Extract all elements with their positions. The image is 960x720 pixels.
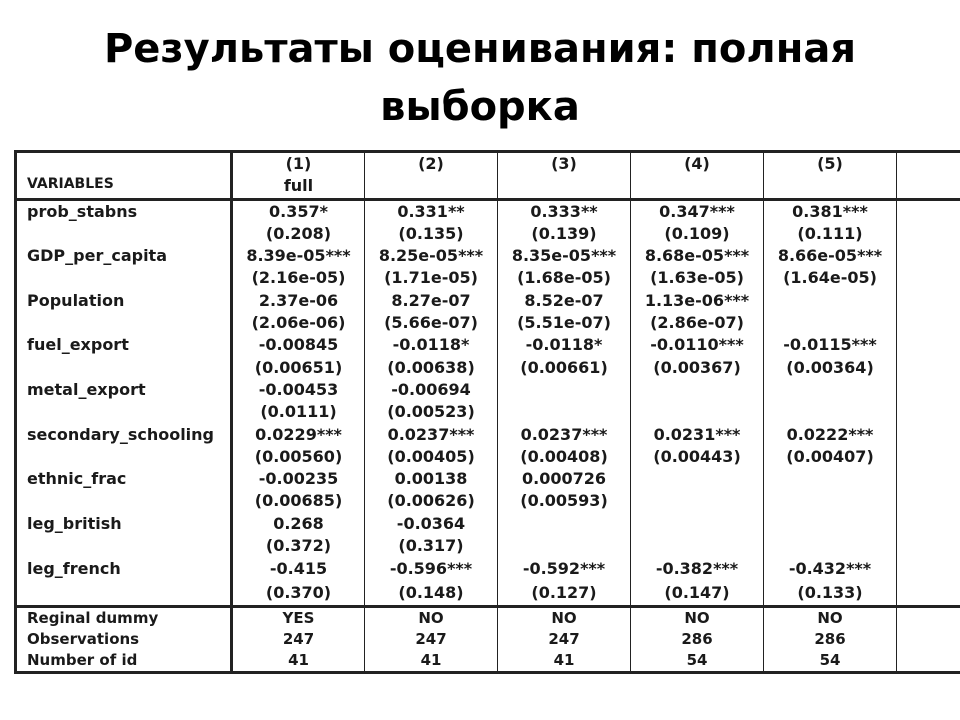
column-number: (5) bbox=[817, 154, 843, 173]
coefficient-row bbox=[16, 513, 960, 535]
coefficient-cell bbox=[764, 379, 897, 401]
coefficient-row bbox=[16, 245, 960, 267]
coefficient-cell: 0.000726 bbox=[498, 468, 631, 490]
standard-error-cell: (0.00651) bbox=[232, 357, 365, 379]
header-column-1 bbox=[232, 152, 365, 200]
slide-title: Результаты оценивания: полная выборка bbox=[103, 26, 857, 130]
variable-name: prob_stabns bbox=[16, 199, 232, 223]
standard-error-cell bbox=[498, 401, 631, 423]
standard-error-cell: (2.86e-07) bbox=[631, 312, 764, 334]
coefficient-cell: -0.0118* bbox=[498, 334, 631, 356]
extra-column-cell bbox=[897, 446, 960, 468]
standard-error-cell bbox=[631, 490, 764, 512]
standard-error-cell: (0.00443) bbox=[631, 446, 764, 468]
variable-name: GDP_per_capita bbox=[16, 245, 232, 267]
summary-value: YES bbox=[232, 607, 365, 630]
summary-row bbox=[16, 629, 960, 650]
coefficient-cell: -0.00694 bbox=[365, 379, 498, 401]
coefficient-cell: 0.0222*** bbox=[764, 424, 897, 446]
coefficient-cell: -0.0364 bbox=[365, 513, 498, 535]
summary-value: NO bbox=[764, 607, 897, 630]
coefficient-cell bbox=[764, 468, 897, 490]
standard-error-cell bbox=[764, 401, 897, 423]
coefficient-cell: -0.382*** bbox=[631, 557, 764, 581]
summary-row bbox=[16, 650, 960, 673]
standard-error-cell bbox=[631, 535, 764, 557]
standard-error-cell: (0.133) bbox=[764, 581, 897, 607]
coefficient-cell: -0.0118* bbox=[365, 334, 498, 356]
standard-error-cell: (0.00593) bbox=[498, 490, 631, 512]
variable-name: fuel_export bbox=[16, 334, 232, 356]
variable-name-spacer bbox=[16, 357, 232, 379]
summary-value: 247 bbox=[498, 629, 631, 650]
column-number: (3) bbox=[551, 154, 577, 173]
coefficient-cell bbox=[498, 513, 631, 535]
coefficient-cell: 0.347*** bbox=[631, 199, 764, 223]
standard-error-cell: (5.51e-07) bbox=[498, 312, 631, 334]
column-number: (4) bbox=[684, 154, 710, 173]
summary-label: Number of id bbox=[16, 650, 232, 673]
standard-error-cell: (0.370) bbox=[232, 581, 365, 607]
header-column-3 bbox=[498, 152, 631, 200]
standard-error-cell: (0.00408) bbox=[498, 446, 631, 468]
coefficient-cell: -0.0110*** bbox=[631, 334, 764, 356]
regression-table bbox=[14, 150, 960, 674]
coefficient-row bbox=[16, 424, 960, 446]
variable-name: secondary_schooling bbox=[16, 424, 232, 446]
extra-column-cell bbox=[897, 199, 960, 223]
standard-error-row bbox=[16, 312, 960, 334]
coefficient-cell: 0.381*** bbox=[764, 199, 897, 223]
coefficient-cell: 0.268 bbox=[232, 513, 365, 535]
coefficient-row bbox=[16, 379, 960, 401]
coefficient-row bbox=[16, 557, 960, 581]
standard-error-cell: (0.208) bbox=[232, 223, 365, 245]
standard-error-row bbox=[16, 267, 960, 289]
coefficient-cell: 0.0237*** bbox=[498, 424, 631, 446]
coefficient-row bbox=[16, 199, 960, 223]
coefficient-cell: 8.39e-05*** bbox=[232, 245, 365, 267]
standard-error-cell bbox=[631, 401, 764, 423]
header-variables-label: VARIABLES bbox=[16, 152, 232, 200]
column-subtitle bbox=[766, 175, 894, 197]
header-column-4 bbox=[631, 152, 764, 200]
coefficient-cell: 0.357* bbox=[232, 199, 365, 223]
standard-error-cell: (0.00685) bbox=[232, 490, 365, 512]
standard-error-cell: (0.139) bbox=[498, 223, 631, 245]
coefficient-cell: -0.00453 bbox=[232, 379, 365, 401]
standard-error-cell: (0.127) bbox=[498, 581, 631, 607]
coefficient-cell bbox=[498, 379, 631, 401]
standard-error-cell: (1.63e-05) bbox=[631, 267, 764, 289]
coefficient-cell: -0.596*** bbox=[365, 557, 498, 581]
summary-value: 54 bbox=[764, 650, 897, 673]
standard-error-cell: (0.147) bbox=[631, 581, 764, 607]
coefficient-cell: 8.25e-05*** bbox=[365, 245, 498, 267]
extra-column-cell bbox=[897, 401, 960, 423]
coefficient-row bbox=[16, 290, 960, 312]
extra-column-cell bbox=[897, 557, 960, 581]
standard-error-cell: (0.00626) bbox=[365, 490, 498, 512]
extra-column-cell bbox=[897, 312, 960, 334]
summary-value: NO bbox=[631, 607, 764, 630]
coefficient-cell bbox=[764, 290, 897, 312]
coefficient-cell: 0.0231*** bbox=[631, 424, 764, 446]
coefficient-cell bbox=[631, 513, 764, 535]
summary-value: 286 bbox=[631, 629, 764, 650]
standard-error-cell bbox=[764, 490, 897, 512]
summary-value: 41 bbox=[365, 650, 498, 673]
standard-error-cell: (1.71e-05) bbox=[365, 267, 498, 289]
standard-error-cell: (0.00407) bbox=[764, 446, 897, 468]
coefficient-cell: -0.00235 bbox=[232, 468, 365, 490]
coefficient-cell: -0.432*** bbox=[764, 557, 897, 581]
standard-error-row bbox=[16, 401, 960, 423]
extra-column-cell bbox=[897, 424, 960, 446]
coefficient-row bbox=[16, 468, 960, 490]
extra-column-cell bbox=[897, 650, 960, 673]
variable-name: Population bbox=[16, 290, 232, 312]
extra-column-cell bbox=[897, 290, 960, 312]
column-number: (2) bbox=[418, 154, 444, 173]
standard-error-cell: (0.00367) bbox=[631, 357, 764, 379]
extra-column-cell bbox=[897, 334, 960, 356]
summary-value: 41 bbox=[232, 650, 365, 673]
variable-name-spacer bbox=[16, 581, 232, 607]
extra-column-cell bbox=[897, 490, 960, 512]
standard-error-cell: (0.317) bbox=[365, 535, 498, 557]
standard-error-cell: (1.68e-05) bbox=[498, 267, 631, 289]
coefficient-cell: -0.415 bbox=[232, 557, 365, 581]
header-column-5 bbox=[764, 152, 897, 200]
extra-column-cell bbox=[897, 223, 960, 245]
standard-error-row bbox=[16, 446, 960, 468]
coefficient-cell: 8.66e-05*** bbox=[764, 245, 897, 267]
summary-label: Reginal dummy bbox=[16, 607, 232, 630]
column-subtitle bbox=[633, 175, 761, 197]
standard-error-cell: (0.111) bbox=[764, 223, 897, 245]
standard-error-cell: (0.109) bbox=[631, 223, 764, 245]
extra-column-cell bbox=[897, 245, 960, 267]
summary-value: 41 bbox=[498, 650, 631, 673]
column-number: (1) bbox=[285, 154, 312, 173]
coefficient-cell: -0.0115*** bbox=[764, 334, 897, 356]
coefficient-cell bbox=[631, 379, 764, 401]
variable-name-spacer bbox=[16, 490, 232, 512]
extra-column-cell bbox=[897, 357, 960, 379]
summary-label: Observations bbox=[16, 629, 232, 650]
variable-name: leg_british bbox=[16, 513, 232, 535]
variable-name: metal_export bbox=[16, 379, 232, 401]
extra-column-cell bbox=[897, 629, 960, 650]
summary-value: NO bbox=[498, 607, 631, 630]
extra-column-cell bbox=[897, 607, 960, 630]
summary-value: 247 bbox=[232, 629, 365, 650]
coefficient-row bbox=[16, 334, 960, 356]
standard-error-cell: (0.00560) bbox=[232, 446, 365, 468]
column-subtitle: full bbox=[283, 176, 314, 196]
variable-name: ethnic_frac bbox=[16, 468, 232, 490]
coefficient-cell: 8.27e-07 bbox=[365, 290, 498, 312]
extra-column-cell bbox=[897, 581, 960, 607]
summary-value: 286 bbox=[764, 629, 897, 650]
extra-column-cell bbox=[897, 152, 960, 200]
summary-value: NO bbox=[365, 607, 498, 630]
extra-column-cell bbox=[897, 468, 960, 490]
standard-error-row bbox=[16, 357, 960, 379]
standard-error-cell: (0.00405) bbox=[365, 446, 498, 468]
variable-name-spacer bbox=[16, 446, 232, 468]
standard-error-row bbox=[16, 223, 960, 245]
variable-name-spacer bbox=[16, 267, 232, 289]
header-row bbox=[16, 152, 960, 200]
standard-error-cell: (0.148) bbox=[365, 581, 498, 607]
standard-error-cell: (0.00638) bbox=[365, 357, 498, 379]
coefficient-cell: 0.333** bbox=[498, 199, 631, 223]
standard-error-cell: (2.16e-05) bbox=[232, 267, 365, 289]
column-subtitle bbox=[500, 175, 628, 197]
variable-name-spacer bbox=[16, 401, 232, 423]
summary-value: 247 bbox=[365, 629, 498, 650]
coefficient-cell: 0.0237*** bbox=[365, 424, 498, 446]
standard-error-row bbox=[16, 581, 960, 607]
coefficient-cell: -0.00845 bbox=[232, 334, 365, 356]
standard-error-cell: (0.00661) bbox=[498, 357, 631, 379]
coefficient-cell bbox=[631, 468, 764, 490]
standard-error-cell bbox=[764, 312, 897, 334]
header-column-2 bbox=[365, 152, 498, 200]
variable-name-spacer bbox=[16, 223, 232, 245]
standard-error-cell: (0.372) bbox=[232, 535, 365, 557]
coefficient-cell: 2.37e-06 bbox=[232, 290, 365, 312]
coefficient-cell: 8.35e-05*** bbox=[498, 245, 631, 267]
extra-column-cell bbox=[897, 513, 960, 535]
coefficient-cell: 8.52e-07 bbox=[498, 290, 631, 312]
standard-error-cell: (2.06e-06) bbox=[232, 312, 365, 334]
regression-table-container bbox=[14, 150, 960, 698]
coefficient-cell: 0.331** bbox=[365, 199, 498, 223]
coefficient-cell: -0.592*** bbox=[498, 557, 631, 581]
standard-error-row bbox=[16, 535, 960, 557]
standard-error-cell: (0.0111) bbox=[232, 401, 365, 423]
standard-error-cell: (0.00364) bbox=[764, 357, 897, 379]
variable-name-spacer bbox=[16, 312, 232, 334]
extra-column-cell bbox=[897, 267, 960, 289]
variable-name: leg_french bbox=[16, 557, 232, 581]
coefficient-cell: 0.00138 bbox=[365, 468, 498, 490]
column-subtitle bbox=[367, 175, 495, 197]
variable-name-spacer bbox=[16, 535, 232, 557]
standard-error-cell: (1.64e-05) bbox=[764, 267, 897, 289]
standard-error-cell: (0.00523) bbox=[365, 401, 498, 423]
standard-error-cell: (5.66e-07) bbox=[365, 312, 498, 334]
standard-error-cell bbox=[764, 535, 897, 557]
summary-row bbox=[16, 607, 960, 630]
coefficient-cell: 0.0229*** bbox=[232, 424, 365, 446]
standard-error-cell bbox=[498, 535, 631, 557]
coefficient-cell: 1.13e-06*** bbox=[631, 290, 764, 312]
extra-column-cell bbox=[897, 379, 960, 401]
standard-error-row bbox=[16, 490, 960, 512]
standard-error-cell: (0.135) bbox=[365, 223, 498, 245]
coefficient-cell bbox=[764, 513, 897, 535]
summary-value: 54 bbox=[631, 650, 764, 673]
coefficient-cell: 8.68e-05*** bbox=[631, 245, 764, 267]
extra-column-cell bbox=[897, 535, 960, 557]
